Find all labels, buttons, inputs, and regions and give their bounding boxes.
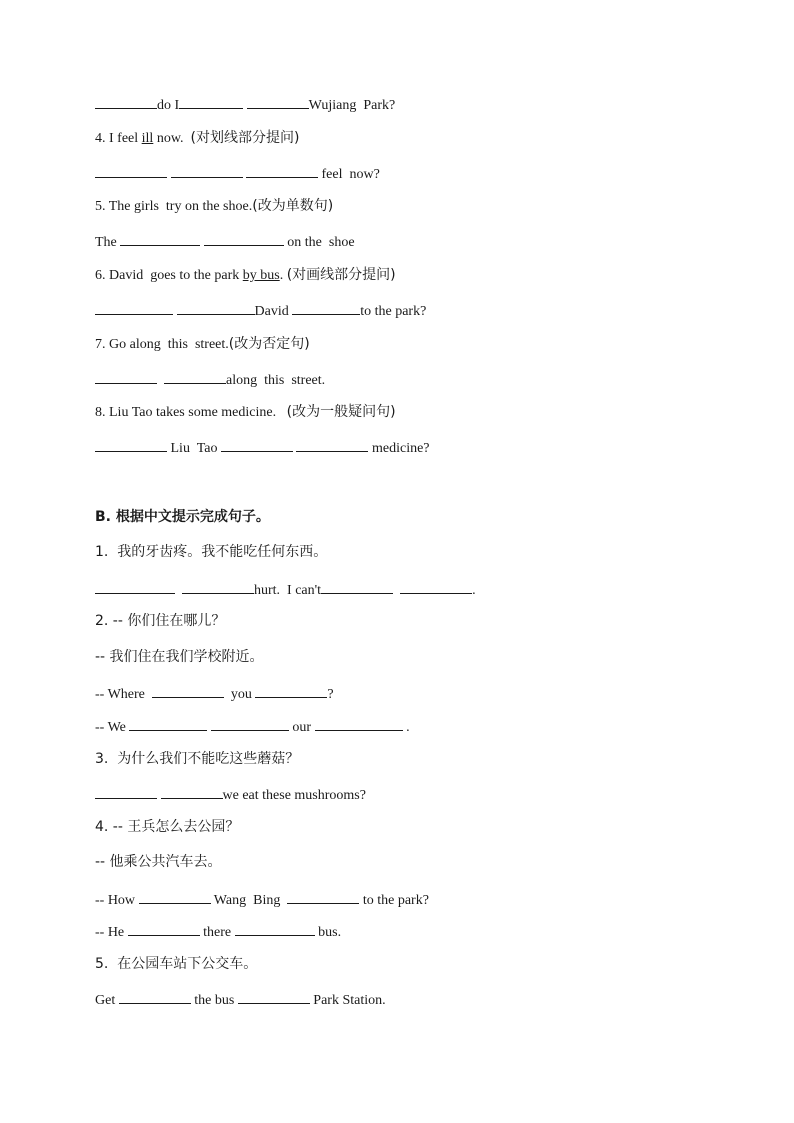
answer-text: bus. [314, 925, 342, 940]
blank[interactable] [95, 301, 173, 315]
blank[interactable] [204, 232, 284, 246]
answer-text: to the park? [359, 893, 429, 908]
blank[interactable] [296, 438, 368, 452]
answer-text: you [223, 687, 256, 702]
instruction: (改为否定句) [228, 336, 310, 352]
b4-answer-a [95, 890, 429, 910]
b2-prompt-b: -- 我们住在我们学校附近。 [95, 649, 264, 665]
blank[interactable] [95, 580, 175, 594]
blank[interactable] [182, 580, 254, 594]
answer-text: feel now? [318, 167, 380, 182]
answer-text: Wang Bing [210, 893, 288, 908]
instruction: (对画线部分提问) [286, 267, 396, 283]
answer-line-7 [95, 370, 325, 390]
answer-text: Liu Tao [167, 441, 221, 456]
blank[interactable] [221, 438, 293, 452]
b1-prompt: 1. 我的牙齿疼。我不能吃任何东西。 [95, 544, 328, 560]
b5-prompt: 5. 在公园车站下公交车。 [95, 956, 258, 972]
answer-text: ? [327, 687, 334, 702]
answer-text: along this street. [226, 373, 326, 388]
blank[interactable] [315, 717, 403, 731]
blank[interactable] [179, 95, 243, 109]
question-7 [95, 335, 310, 354]
instruction: (改为一般疑问句) [286, 404, 396, 420]
question-text: 8. Liu Tao takes some medicine. [95, 405, 287, 420]
question-4 [95, 129, 299, 148]
b2-answer-b [95, 717, 410, 737]
blank[interactable] [95, 164, 167, 178]
instruction: (对划线部分提问) [190, 130, 300, 146]
question-text: 7. Go along this street. [95, 337, 229, 352]
answer-text: -- How [95, 893, 139, 908]
b5-answer [95, 990, 386, 1010]
answer-line-6 [95, 301, 426, 321]
blank[interactable] [246, 164, 318, 178]
question-text: 4. I feel [95, 131, 142, 146]
blank[interactable] [400, 580, 472, 594]
blank[interactable] [95, 95, 157, 109]
question-text: 5. The girls try on the shoe. [95, 199, 253, 214]
blank[interactable] [235, 922, 315, 936]
blank[interactable] [161, 785, 223, 799]
question-6 [95, 266, 396, 285]
blank[interactable] [211, 717, 289, 731]
answer-text: David [254, 304, 293, 319]
answer-text: Get [95, 993, 119, 1008]
answer-text: we eat these mushrooms? [222, 788, 366, 803]
blank[interactable] [177, 301, 255, 315]
blank[interactable] [95, 370, 157, 384]
blank[interactable] [164, 370, 226, 384]
blank[interactable] [95, 438, 167, 452]
b4-prompt-b: -- 他乘公共汽车去。 [95, 854, 222, 870]
answer-text: -- Where [95, 687, 152, 702]
blank[interactable] [321, 580, 393, 594]
blank[interactable] [255, 684, 327, 698]
answer-text: hurt. I can't [254, 583, 322, 598]
b4-prompt-a: 4. -- 王兵怎么去公园？ [95, 819, 240, 835]
b3-prompt: 3. 为什么我们不能吃这些蘑菇？ [95, 751, 300, 767]
b2-prompt-a: 2. -- 你们住在哪儿？ [95, 613, 226, 629]
b3-answer [95, 785, 366, 805]
instruction: (改为单数句) [252, 198, 334, 214]
blank[interactable] [152, 684, 224, 698]
blank[interactable] [247, 95, 309, 109]
underlined-word: by bus [242, 268, 280, 283]
blank[interactable] [128, 922, 200, 936]
blank[interactable] [139, 890, 211, 904]
answer-text: -- We [95, 720, 130, 735]
answer-text: Wujiang Park? [308, 98, 396, 113]
answer-text: . [472, 583, 476, 598]
question-8 [95, 403, 396, 422]
answer-line-4 [95, 164, 380, 184]
blank[interactable] [238, 990, 310, 1004]
answer-text: The [95, 235, 121, 250]
b4-answer-b [95, 922, 341, 942]
answer-text: medicine? [368, 441, 430, 456]
b2-answer-a [95, 684, 334, 704]
answer-text: -- He [95, 925, 128, 940]
answer-text: there [199, 925, 235, 940]
question-5 [95, 197, 333, 216]
answer-text: on the shoe [283, 235, 355, 250]
question-text: now. [153, 131, 191, 146]
blank[interactable] [287, 890, 359, 904]
answer-text: . [402, 720, 410, 735]
question-text: 6. David goes to the park [95, 268, 243, 283]
answer-line-5 [95, 232, 355, 252]
section-heading-b: B. 根据中文提示完成句子。 [95, 509, 270, 525]
underlined-word: ill [141, 131, 154, 146]
blank[interactable] [119, 990, 191, 1004]
answer-text: our [288, 720, 315, 735]
answer-text: do I [157, 98, 180, 113]
blank[interactable] [171, 164, 243, 178]
answer-line-3 [95, 95, 395, 115]
blank[interactable] [95, 785, 157, 799]
blank[interactable] [292, 301, 360, 315]
question-text: . [279, 268, 287, 283]
b1-answer [95, 580, 476, 600]
answer-line-8 [95, 438, 430, 458]
answer-text: Park Station. [309, 993, 386, 1008]
answer-text: to the park? [360, 304, 427, 319]
blank[interactable] [129, 717, 207, 731]
answer-text: the bus [190, 993, 238, 1008]
blank[interactable] [120, 232, 200, 246]
